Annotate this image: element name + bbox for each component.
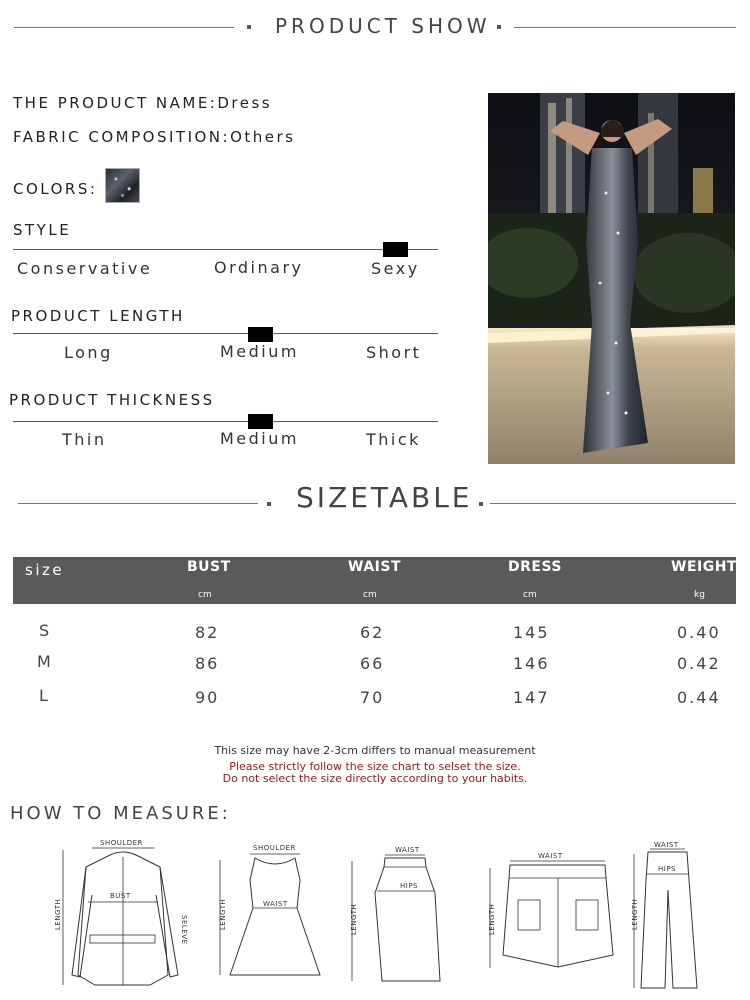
product-photo-illustration [488,93,735,464]
dress-shoulder-label: SHOULDER [253,844,296,852]
header-bust-unit: cm [198,590,212,600]
thickness-option-thick: Thick [366,430,421,449]
header-weight-unit: kg [694,590,705,600]
header-dress: DRESS [508,559,563,575]
length-scale-marker [248,327,273,342]
pants-hips-label: HIPS [658,865,676,873]
row-s-weight: 0.40 [677,623,721,642]
row-s-size: S [39,621,52,640]
fabric-value: Others [230,128,296,146]
row-m-size: M [37,652,53,671]
product-show-dot-left [247,25,251,29]
measure-figure-dress [215,840,325,990]
product-show-title: PRODUCT SHOW [275,14,491,38]
how-to-measure-title: HOW TO MEASURE: [10,803,231,824]
skirt-waist-label: WAIST [395,846,420,854]
style-option-conservative: Conservative [17,259,153,278]
thickness-title: PRODUCT THICKNESS [9,391,215,409]
row-m-waist: 66 [360,654,385,673]
header-waist: WAIST [348,559,401,575]
note-habits: Do not select the size directly according to your habits. [222,772,528,785]
row-m-bust: 86 [195,654,220,673]
color-swatch-sequin[interactable] [105,168,140,203]
dress-length-label: LENGTH [219,898,227,930]
colors-label: COLORS: [13,180,98,198]
header-size: size [25,561,65,579]
thickness-scale-marker [248,414,273,429]
thickness-scale-line [13,421,438,422]
style-scale-line [13,249,438,250]
row-l-size: L [39,686,50,705]
pants-waist-label: WAIST [654,841,679,849]
dress-waist-label: WAIST [263,900,288,908]
fabric-label: FABRIC COMPOSITION: [13,128,231,146]
product-show-rule-right [514,27,736,28]
mini-skirt-length-label: LENGTH [488,903,496,935]
header-bust: BUST [187,559,231,575]
length-option-medium: Medium [220,342,299,361]
pants-length-label: LENGTH [631,898,639,930]
measure-figure-skirt [340,843,450,988]
sizetable-dot-right [479,502,483,506]
row-l-weight: 0.44 [677,688,721,707]
skirt-hips-label: HIPS [400,882,418,890]
style-option-sexy: Sexy [371,259,420,278]
jacket-shoulder-label: SHOULDER [100,839,143,847]
note-follow-chart: Please strictly follow the size chart to selset the size. [229,760,521,773]
product-name-row [13,94,272,112]
row-l-waist: 70 [360,688,385,707]
style-title: STYLE [13,221,72,239]
thickness-option-thin: Thin [62,430,107,449]
header-weight: WEIGHT [671,559,737,575]
row-s-dress: 145 [513,623,550,642]
row-s-bust: 82 [195,623,220,642]
sizetable-rule-right [490,503,736,504]
fabric-row [13,128,295,146]
sizetable-title: SIZETABLE [296,481,473,514]
row-s-waist: 62 [360,623,385,642]
length-option-long: Long [64,343,113,362]
jacket-bust-label: BUST [110,892,131,900]
measure-figure-jacket [50,835,200,990]
row-m-dress: 146 [513,654,550,673]
product-show-rule-left [14,27,234,28]
jacket-sleeve-label: SELEVE [180,915,188,945]
header-dress-unit: cm [523,590,537,600]
mini-skirt-waist-label: WAIST [538,852,563,860]
sizetable-dot-left [267,502,271,506]
style-scale-marker [383,242,408,257]
product-photo [488,93,735,464]
skirt-length-label: LENGTH [350,903,358,935]
row-m-weight: 0.42 [677,654,721,673]
header-waist-unit: cm [363,590,377,600]
size-table-header [13,557,736,604]
sizetable-rule-left [18,503,258,504]
product-name-label: THE PRODUCT NAME: [13,94,218,112]
row-l-bust: 90 [195,688,220,707]
measure-figure-mini-skirt [478,850,628,975]
jacket-length-label: LENGTH [54,898,62,930]
product-name-value: Dress [217,94,273,112]
length-option-short: Short [366,343,422,362]
note-measurement: This size may have 2-3cm differs to manual measurement [214,744,536,757]
length-scale-line [13,333,438,334]
row-l-dress: 147 [513,688,550,707]
measure-figure-pants [625,840,705,992]
length-title: PRODUCT LENGTH [11,307,185,325]
thickness-option-medium: Medium [220,429,299,448]
product-show-dot-right [497,25,501,29]
style-option-ordinary: Ordinary [214,258,304,277]
